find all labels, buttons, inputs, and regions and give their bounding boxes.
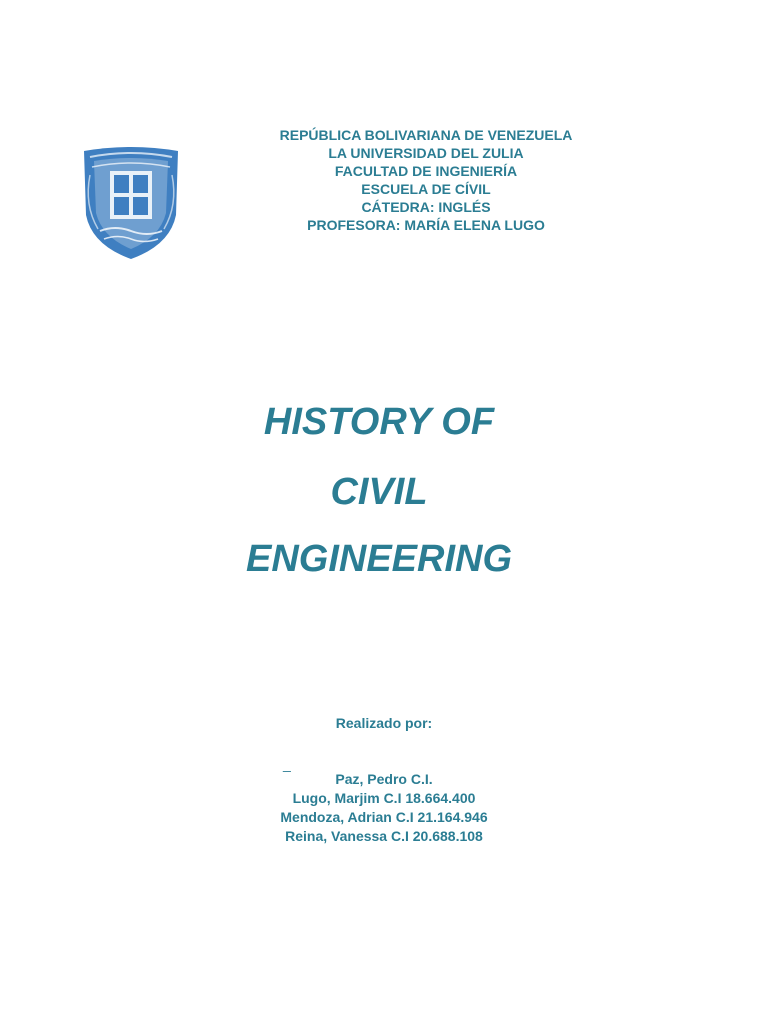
author-list — [0, 770, 768, 846]
title-line-2: CIVIL — [330, 471, 428, 513]
title-line-3: ENGINEERING — [245, 538, 513, 580]
author-item: Mendoza, Adrian C.I 21.164.946 — [280, 809, 488, 825]
header-country: REPÚBLICA BOLIVARIANA DE VENEZUELA — [279, 127, 573, 143]
title-line-1: HISTORY OF — [263, 401, 495, 443]
made-by-label: Realizado por: — [335, 715, 433, 731]
header-professor: PROFESORA: MARÍA ELENA LUGO — [307, 217, 545, 233]
header-faculty: FACULTAD DE INGENIERÍA — [334, 163, 518, 179]
author-item: Lugo, Marjim C.I 18.664.400 — [292, 790, 476, 806]
header-school: ESCUELA DE CÍVIL — [361, 181, 491, 197]
dash-mark: _ — [283, 756, 291, 772]
university-crest-icon — [80, 145, 182, 261]
author-item: Paz, Pedro C.I. — [335, 771, 433, 787]
header-course: CÁTEDRA: INGLÉS — [361, 199, 491, 215]
institution-header — [170, 126, 682, 234]
header-university: LA UNIVERSIDAD DEL ZULIA — [328, 145, 524, 161]
author-item: Reina, Vanessa C.I 20.688.108 — [285, 828, 483, 844]
